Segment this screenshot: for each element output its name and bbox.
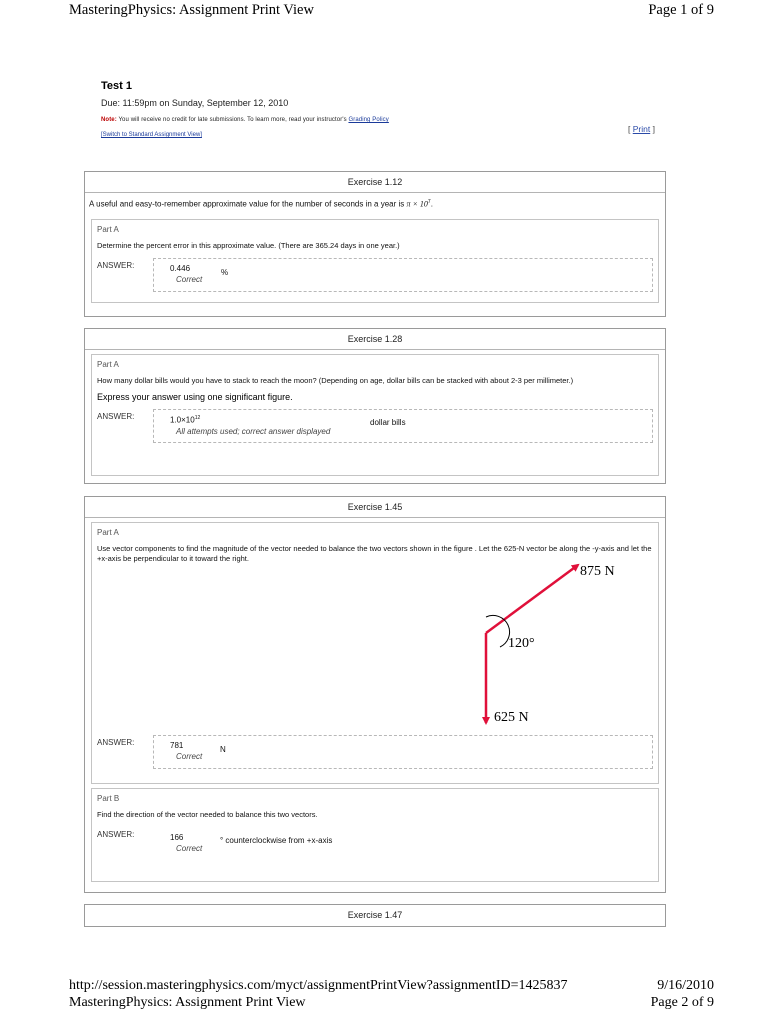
answer-label: ANSWER: [97,260,135,270]
answer-row [97,827,653,861]
answer-box [153,735,653,769]
next-page-title: MasteringPhysics: Assignment Print View [69,995,306,1010]
note-text: You will receive no credit for late submissions. To learn more, read your instructor's [116,117,349,123]
answer-unit: ° counterclockwise from +x-axis [220,836,333,845]
exercise-1-45 [84,496,666,893]
assignment-header [101,80,666,141]
part-label: Part A [97,528,119,537]
print-header-title: MasteringPhysics: Assignment Print View [69,2,314,18]
question-text: Find the direction of the vector needed to balance this two vectors. [97,810,318,819]
print-header [69,2,714,22]
answer-value: 0.446 [170,263,191,273]
part-a [91,522,659,784]
print-header-page: Page 1 of 9 [648,2,714,18]
answer-label: ANSWER: [97,830,135,839]
answer-label: ANSWER: [97,738,135,747]
footer-date: 9/16/2010 [657,978,714,993]
intro-suffix: . [430,199,433,209]
vector-875-arrow [486,565,578,633]
vector-figure [472,555,642,735]
answer-value: 166 [170,833,184,842]
exercise-title: Exercise 1.45 [85,497,665,518]
intro-exponent: 7 [427,199,431,205]
assignment-title: Test 1 [101,80,132,92]
angle-label: 120° [508,636,535,651]
note-label: Note: [101,117,117,123]
answer-unit: N [220,745,226,754]
exercise-title: Exercise 1.47 [347,910,403,920]
answer-status: Correct [176,274,203,284]
answer-box [153,409,653,443]
answer-row [97,258,653,292]
question-text: Determine the percent error in this approximate value. (There are 365.24 days in one year.) [97,240,400,250]
answer-box [153,827,653,861]
answer-value: 781 [170,741,184,750]
part-label: Part A [97,224,119,234]
answer-label: ANSWER: [97,412,135,421]
answer-value [170,415,652,425]
part-label: Part B [97,794,120,803]
next-page-number: Page 2 of 9 [650,995,714,1010]
part-b [91,788,659,882]
intro-math: π × 10 [406,199,428,209]
answer-value-exponent: 12 [194,415,201,421]
answer-unit: % [221,267,229,277]
print-link[interactable]: Print [632,124,651,134]
exercise-1-12 [84,171,666,317]
footer-url: http://session.masteringphysics.com/myct/assignmentPrintView?assignmentID=1425837 [69,978,568,993]
question-text: How many dollar bills would you have to stack to reach the moon? (Depending on age, dollar bills can be stacked with about 2-3 per millimeter.) [97,376,574,385]
instruction-text: Express your answer using one significant figure. [97,392,293,402]
vector-625-label: 625 N [494,710,529,725]
print-footer [69,977,714,1011]
answer-value-base: 1.0×10 [170,415,195,425]
answer-row [97,735,653,769]
switch-view-link[interactable]: [Switch to Standard Assignment View] [101,132,202,138]
exercise-intro [85,193,665,215]
due-date: Due: 11:59pm on Sunday, September 12, 2010 [101,98,289,108]
exercise-title: Exercise 1.28 [85,329,665,350]
exercise-title: Exercise 1.12 [85,172,665,193]
answer-status: Correct [176,752,203,761]
vector-875-label: 875 N [580,564,615,579]
part-label: Part A [97,360,119,369]
part-a [91,354,659,476]
intro-prefix: A useful and easy-to-remember approximate value for the number of seconds in a year is [89,199,407,209]
answer-status: All attempts used; correct answer displayed [176,426,331,436]
print-link-wrap: [ Print ] [628,124,655,134]
exercise-1-47 [84,904,666,927]
question-text: Use vector components to find the magnitude of the vector needed to balance the two vectors shown in the figure . Let the 625-N vector be along the -y-axis and let the +x-axis be perpendicular to it toward the right. [97,544,652,563]
late-note [101,117,666,123]
answer-row [97,409,653,443]
grading-policy-link[interactable]: Grading Policy [348,117,389,123]
answer-status: Correct [176,844,203,853]
answer-unit: dollar bills [370,418,406,427]
exercise-1-28 [84,328,666,484]
answer-box [153,258,653,292]
part-a [91,219,659,303]
